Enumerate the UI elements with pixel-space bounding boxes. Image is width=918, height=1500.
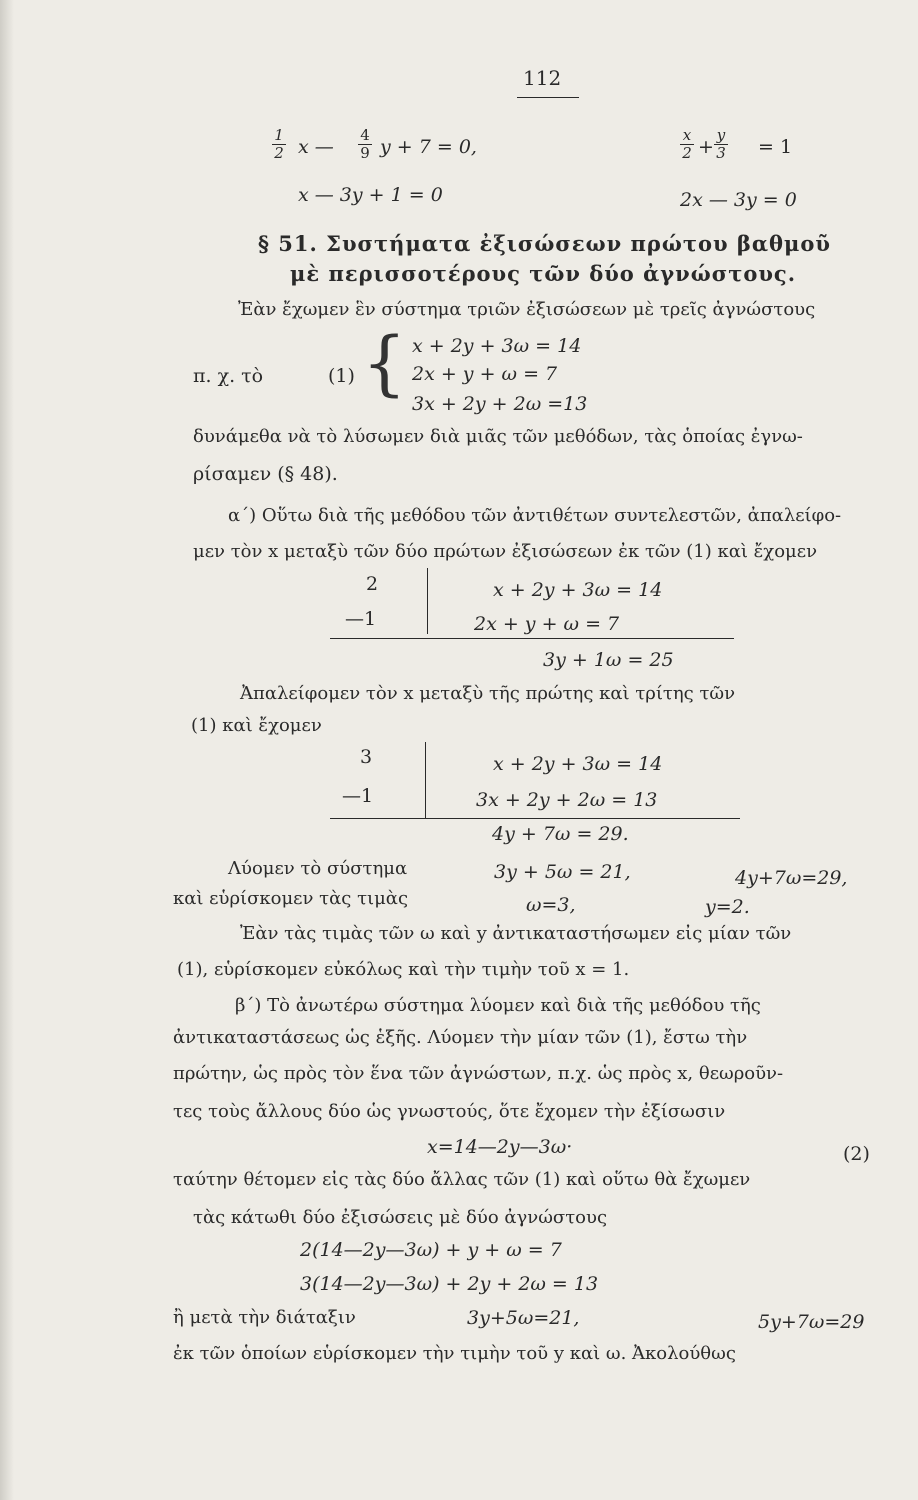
section-heading: § 51. Συστήματα ἐξισώσεων πρώτου βαθμοῦ xyxy=(258,231,831,256)
solve-equation: 4y+7ω=29, xyxy=(735,867,848,889)
sum-rule xyxy=(330,818,740,819)
paragraph-line: ρίσαμεν (§ 48). xyxy=(193,463,338,485)
paragraph-line: ἐκ τῶν ὁποίων εὑρίσκομεν τὴν τιμὴν τοῦ y καὶ ω. Ἀκολούθως xyxy=(173,1343,736,1364)
system-number: (1) xyxy=(328,365,355,387)
paragraph-line: τὰς κάτωθι δύο ἐξισώσεις μὲ δύο ἀγνώστους xyxy=(193,1207,608,1228)
section-heading: μὲ περισσοτέρους τῶν δύο ἀγνώστους. xyxy=(290,261,797,286)
fraction-four-ninths: $\frac{4}{9}$ xyxy=(358,127,372,162)
table-result: 3y + 1ω = 25 xyxy=(543,649,674,671)
system-label: π. χ. τὸ xyxy=(193,365,264,387)
system-equation: x + 2y + 3ω = 14 xyxy=(412,335,582,357)
paragraph-line: τες τοὺς ἄλλους δύο ὡς γνωστούς, ὅτε ἔχομεν τὴν ἐξίσωσιν xyxy=(173,1101,726,1122)
page-number: 112 xyxy=(523,66,562,90)
solve-equation: 3y + 5ω = 21, xyxy=(494,861,631,883)
multiplier: 2 xyxy=(366,573,379,595)
solution-value: ω=3, xyxy=(526,894,576,916)
paragraph-line: β΄) Τὸ ἀνωτέρω σύστημα λύομεν καὶ διὰ τῆς μεθόδου τῆς xyxy=(235,995,761,1016)
paragraph-line: πρώτην, ὡς πρὸς τὸν ἕνα τῶν ἀγνώστων, π.χ. ὡς πρὸς x, θεωροῦν- xyxy=(173,1063,784,1084)
substituted-equation: 2(14—2y—3ω) + y + ω = 7 xyxy=(300,1239,562,1261)
paragraph-line: δυνάμεθα νὰ τὸ λύσωμεν διὰ μιᾶς τῶν μεθόδων, τὰς ὁποίας ἐγνω- xyxy=(193,426,803,447)
paragraph-line: (1) καὶ ἔχομεν xyxy=(191,715,322,736)
substituted-equation: 3(14—2y—3ω) + 2y + 2ω = 13 xyxy=(300,1273,599,1295)
paragraph-line: α΄) Οὕτω διὰ τῆς μεθόδου τῶν ἀντιθέτων συντελεστῶν, ἀπαλείφο- xyxy=(228,505,842,526)
fraction-x-over-2: $\frac{x}{2}$ xyxy=(680,127,694,162)
table-divider xyxy=(425,742,426,818)
system-equation: 2x + y + ω = 7 xyxy=(412,363,558,385)
equation-text: 2x — 3y = 0 xyxy=(680,189,797,211)
paragraph-line: (1), εὑρίσκομεν εὐκόλως καὶ τὴν τιμὴν τοῦ x = 1. xyxy=(177,959,630,980)
fraction-y-over-3: $\frac{y}{3}$ xyxy=(714,127,728,162)
table-equation: x + 2y + 3ω = 14 xyxy=(493,753,663,775)
paragraph-line: ταύτην θέτομεν εἰς τὰς δύο ἄλλας τῶν (1) καὶ οὕτω θὰ ἔχωμεν xyxy=(173,1169,751,1190)
left-brace: { xyxy=(362,322,407,404)
paragraph-line: Ἀπαλείφομεν τὸν x μεταξὺ τῆς πρώτης καὶ τρίτης τῶν xyxy=(240,683,736,704)
table-divider xyxy=(427,568,428,634)
table-equation: 2x + y + ω = 7 xyxy=(474,613,620,635)
multiplier: —1 xyxy=(342,785,374,807)
equation-text: = 1 xyxy=(758,136,793,158)
paragraph-line: Ἐὰν τὰς τιμὰς τῶν ω καὶ y ἀντικαταστήσωμεν εἰς μίαν τῶν xyxy=(240,923,792,944)
table-equation: x + 2y + 3ω = 14 xyxy=(493,579,663,601)
system-equation: 3x + 2y + 2ω =13 xyxy=(412,393,588,415)
solution-value: y=2. xyxy=(705,896,750,918)
equation-text: x — xyxy=(298,136,334,158)
arranged-equation: 5y+7ω=29 xyxy=(758,1311,865,1333)
arranged-equation: 3y+5ω=21, xyxy=(467,1307,580,1329)
paragraph-line: Λύομεν τὸ σύστημα xyxy=(228,858,408,879)
page-number-rule xyxy=(517,97,579,98)
fraction-one-half: $\frac{1}{2}$ xyxy=(272,127,286,162)
equation-number: (2) xyxy=(843,1143,870,1165)
sum-rule xyxy=(330,638,734,639)
multiplier: —1 xyxy=(345,608,377,630)
equation-text: x — 3y + 1 = 0 xyxy=(298,184,443,206)
paragraph-line: Ἐὰν ἔχωμεν ἓν σύστημα τριῶν ἐξισώσεων μὲ τρεῖς ἀγνώστους xyxy=(238,299,816,320)
multiplier: 3 xyxy=(360,746,373,768)
paragraph-line: μεν τὸν x μεταξὺ τῶν δύο πρώτων ἐξισώσεων ἐκ τῶν (1) καὶ ἔχομεν xyxy=(193,541,818,562)
plus-sign: + xyxy=(698,136,714,158)
table-result: 4y + 7ω = 29. xyxy=(492,823,629,845)
table-equation: 3x + 2y + 2ω = 13 xyxy=(476,789,658,811)
paragraph-line: ἢ μετὰ τὴν διάταξιν xyxy=(173,1307,356,1328)
isolated-equation: x=14—2y—3ω· xyxy=(427,1136,573,1158)
paragraph-line: καὶ εὑρίσκομεν τὰς τιμὰς xyxy=(173,888,409,909)
equation-text: y + 7 = 0, xyxy=(380,136,477,158)
paragraph-line: ἀντικαταστάσεως ὡς ἑξῆς. Λύομεν τὴν μίαν τῶν (1), ἔστω τὴν xyxy=(173,1027,748,1048)
